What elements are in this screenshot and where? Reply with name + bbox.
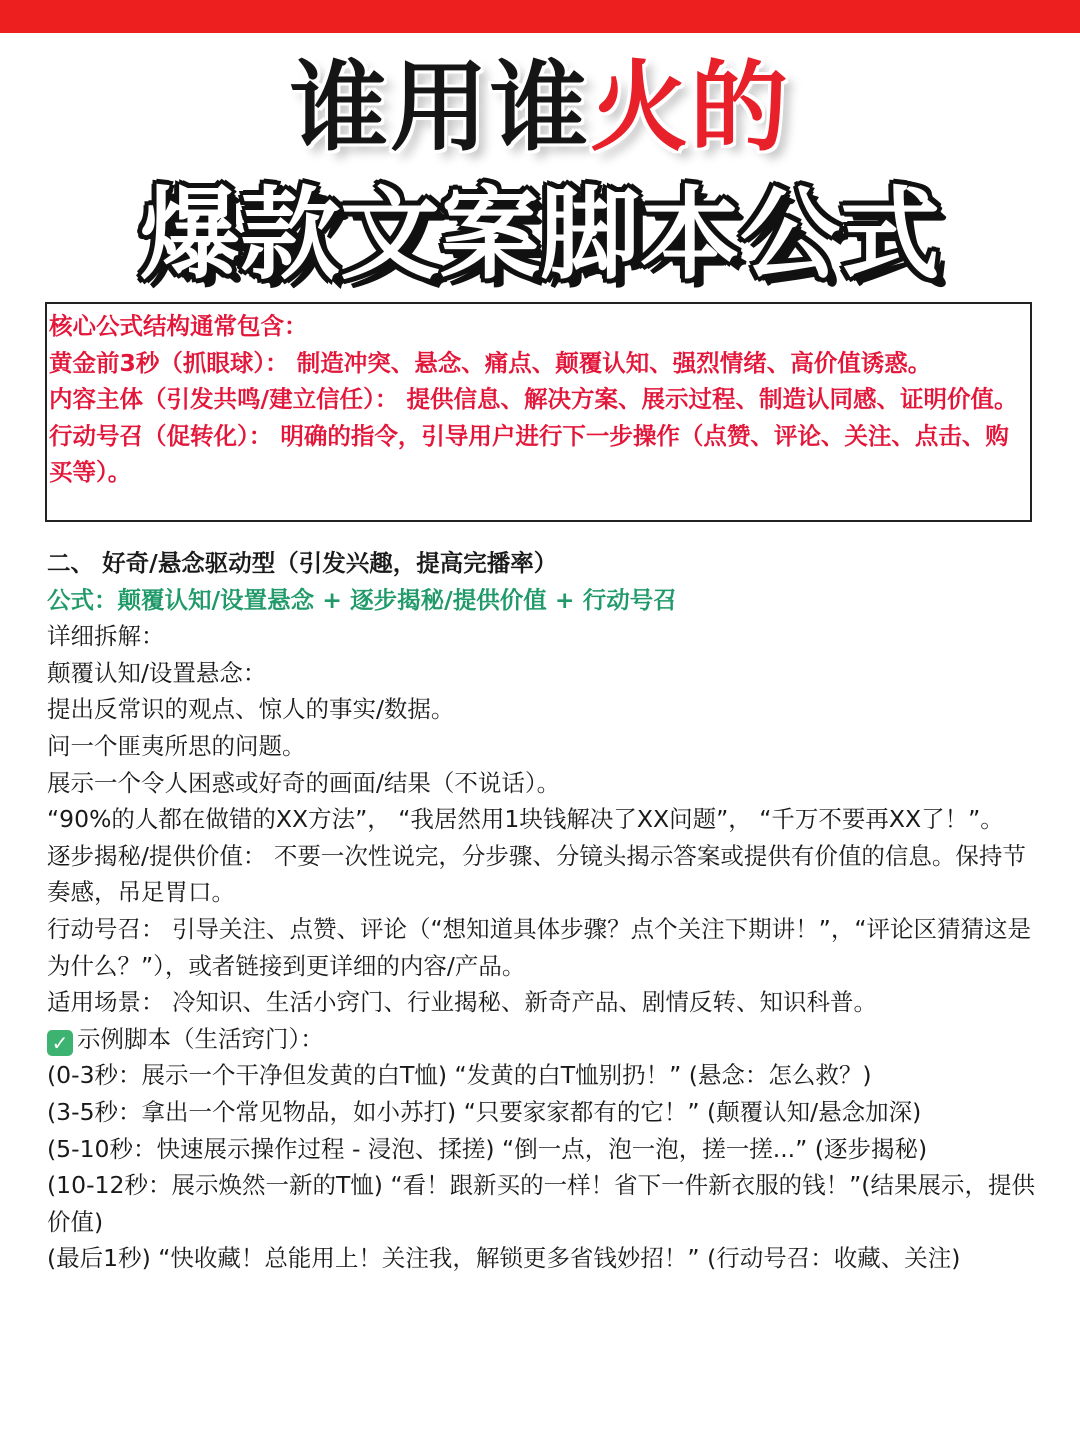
body-line: 详细拆解： (47, 622, 165, 651)
title-line-2: 爆款文案脚本公式 (140, 176, 940, 293)
core-box-line: 核心公式结构通常包含： (49, 312, 308, 340)
script-line: (最后1秒) “快收藏！总能用上！关注我，解锁更多省钱妙招！” (行动号召：收藏、关注) (47, 1244, 961, 1273)
title-line-1-dark: 谁用谁 (289, 51, 590, 165)
title-line-1 (0, 48, 1080, 168)
script-line: (10-12秒：展示焕然一新的T恤) “看！跟新买的一样！省下一件新衣服的钱！”(结果展示，提供价值) (47, 1171, 1035, 1236)
core-box-line: 内容主体（引发共鸣/建立信任）： 提供信息、解决方案、展示过程、制造认同感、证明价值。 (49, 385, 1018, 413)
script-line: (0-3秒：展示一个干净但发黄的白T恤) “发黄的白T恤别扔！” (悬念：怎么救？) (47, 1061, 872, 1090)
title-line-1-red: 火的 (590, 51, 791, 165)
top-red-bar (0, 0, 1080, 33)
body-line: 行动号召： 引导关注、点赞、评论（“想知道具体步骤？点个关注下期讲！”，“评论区猜猜这是为什么？”），或者链接到更详细的内容/产品。 (47, 914, 1031, 980)
body-line: “90%的人都在做错的XX方法”， “我居然用1块钱解决了XX问题”， “千万不要再XX了！”。 (47, 805, 1004, 834)
script-line: (5-10秒：快速展示操作过程 - 浸泡、揉搓) “倒一点，泡一泡，搓一搓...” (逐步揭秘) (47, 1134, 928, 1163)
body-line: 提出反常识的观点、惊人的事实/数据。 (47, 695, 455, 724)
section-content (47, 545, 1037, 1277)
body-line: 颠覆认知/设置悬念： (47, 658, 267, 687)
section-heading: 二、 好奇/悬念驱动型（引发兴趣，提高完播率） (47, 549, 558, 577)
core-box-line: 行动号召（促转化）： 明确的指令，引导用户进行下一步操作（点赞、评论、关注、点击、购买等）。 (49, 421, 1009, 486)
example-heading (47, 1021, 1037, 1058)
body-line: 逐步揭秘/提供价值： 不要一次性说完，分步骤、分镜头揭示答案或提供有价值的信息。保持节奏感，吊足胃口。 (47, 841, 1026, 907)
example-label: 示例脚本（生活窍门）： (77, 1024, 324, 1053)
check-icon: ✓ (47, 1030, 73, 1056)
script-line: (3-5秒：拿出一个常见物品，如小苏打) “只要家家都有的它！” (颠覆认知/悬念加深) (47, 1097, 922, 1126)
body-line: 问一个匪夷所思的问题。 (47, 731, 306, 760)
core-box-line: 黄金前3秒（抓眼球）： 制造冲突、悬念、痛点、颠覆认知、强烈情绪、高价值诱惑。 (49, 348, 932, 377)
body-line: 展示一个令人困惑或好奇的画面/结果（不说话）。 (47, 768, 561, 797)
formula-line: 公式：颠覆认知/设置悬念 + 逐步揭秘/提供价值 + 行动号召 (47, 585, 677, 614)
core-formula-box (45, 302, 1032, 522)
body-line: 适用场景： 冷知识、生活小窍门、行业揭秘、新奇产品、剧情反转、知识科普。 (47, 988, 877, 1017)
